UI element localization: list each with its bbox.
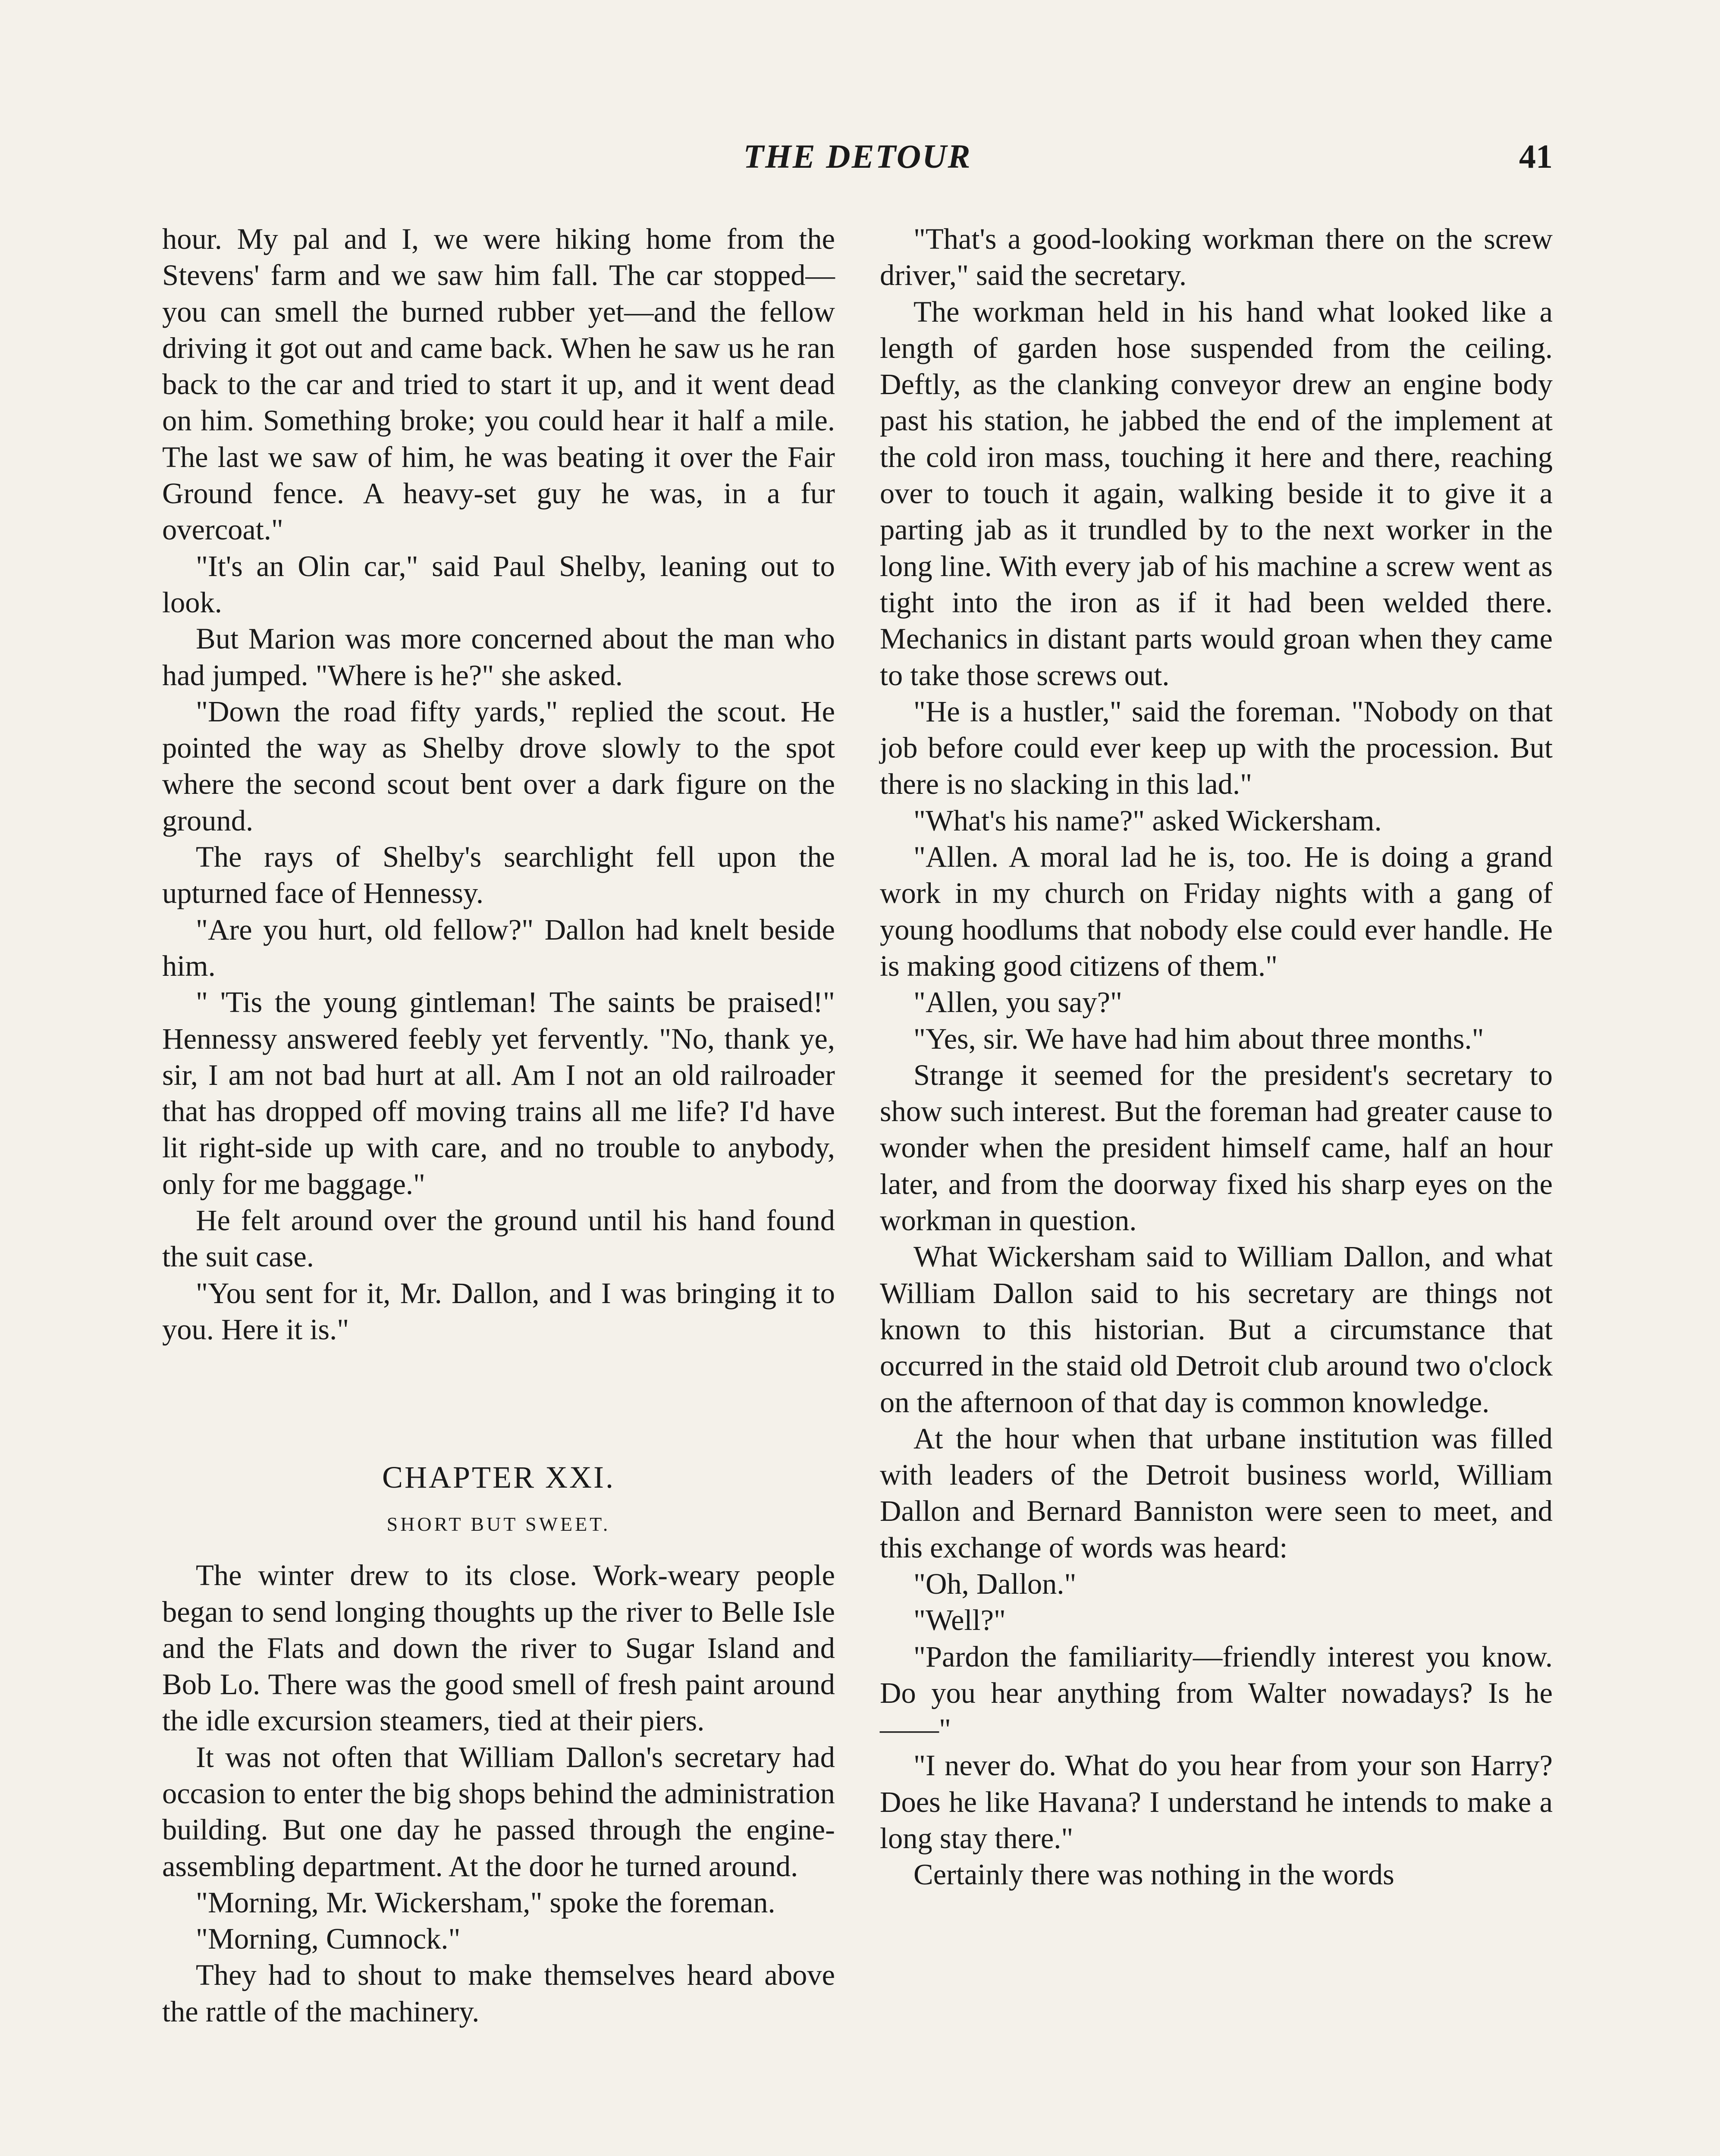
chapter-heading (162, 1458, 835, 1537)
paragraph: Strange it seemed for the president's secretary to show such interest. But the foreman had greater cause to wonder when the president himself came, half an hour later, and from the doorway fixed his sharp eyes on the workman in question. (880, 1058, 1553, 1237)
page-number: 41 (1519, 138, 1553, 175)
paragraph: "Morning, Cumnock." (196, 1922, 461, 1955)
paragraph: "That's a good-looking workman there on the screw driver," said the secretary. (880, 222, 1553, 292)
paragraph: "Down the road fifty yards," replied the scout. He pointed the way as Shelby drove slowly to the spot where the second scout bent over a dark figure on the ground. (162, 695, 835, 837)
paragraph: The workman held in his hand what looked like a length of garden hose suspended from the ceiling. Deftly, as the clanking conveyor drew an engine body past his station, he jabbed the end of the implement at the cold iron mass, touching it here and there, reaching over to touch it again, walking beside it to give it a parting jab as it trundled by to the next worker in the long line. With every jab of his machine a screw went as tight into the iron as if it had been welded there. Mechanics in distant parts would groan when they came to take those screws out. (880, 295, 1553, 692)
paragraph: hour. My pal and I, we were hiking home from the Stevens' farm and we saw him fall. The car stopped—you can smell the burned rubber yet—and the fellow driving it got out and came back. When he saw us he ran back to the car and tried to start it up, and it went dead on him. Something broke; you could hear it half a mile. The last we saw of him, he was beating it over the Fair Ground fence. A heavy-set guy he was, in a fur overcoat." (162, 222, 835, 546)
paragraph: "Pardon the familiarity—friendly interest you know. Do you hear anything from Walter nowadays? Is he——" (880, 1640, 1553, 1746)
right-column (880, 221, 1553, 1893)
chapter-title: CHAPTER XXI. (382, 1460, 615, 1495)
chapter-subtitle: SHORT BUT SWEET. (386, 1513, 611, 1536)
paragraph: "I never do. What do you hear from your son Harry? Does he like Havana? I understand he intends to make a long stay there." (880, 1749, 1553, 1855)
paragraph: Certainly there was nothing in the words (913, 1858, 1394, 1891)
paragraph: The winter drew to its close. Work-weary people began to send longing thoughts up the river to Belle Isle and the Flats and down the river to Sugar Island and Bob Lo. There was the good smell of fresh paint around the idle excursion steamers, tied at their piers. (162, 1559, 835, 1737)
paragraph: " 'Tis the young gintleman! The saints be praised!" Hennessy answered feebly yet fervently. "No, thank ye, sir, I am not bad hurt at all. Am I not an old railroader that has dropped off moving trains all me life? I'd have lit right-side up with care, and no trouble to anybody, only for me baggage." (162, 986, 835, 1200)
paragraph: But Marion was more concerned about the man who had jumped. "Where is he?" she asked. (162, 622, 835, 692)
paragraph: He felt around over the ground until his hand found the suit case. (162, 1204, 835, 1273)
left-column (162, 221, 835, 2030)
paragraph: What Wickersham said to William Dallon, and what William Dallon said to his secretary are things not known to this historian. But a circumstance that occurred in the staid old Detroit club around two o'clock on the afternoon of that day is common knowledge. (880, 1240, 1553, 1419)
paragraph: "Morning, Mr. Wickersham," spoke the foreman. (196, 1886, 775, 1919)
paragraph: "What's his name?" asked Wickersham. (913, 804, 1382, 837)
paragraph: "Well?" (913, 1604, 1006, 1637)
paragraph: They had to shout to make themselves heard above the rattle of the machinery. (162, 1959, 835, 2028)
paragraph: "It's an Olin car," said Paul Shelby, leaning out to look. (162, 549, 835, 619)
paragraph: "Are you hurt, old fellow?" Dallon had knelt beside him. (162, 913, 835, 982)
paragraph: "You sent for it, Mr. Dallon, and I was bringing it to you. Here it is." (162, 1276, 835, 1346)
paragraph: It was not often that William Dallon's secretary had occasion to enter the big shops behind the administration building. But one day he passed through the engine-assembling department. At the door he turned around. (162, 1740, 835, 1883)
paragraph: At the hour when that urbane institution was filled with leaders of the Detroit business world, William Dallon and Bernard Banniston were seen to meet, and this exchange of words was heard: (880, 1422, 1553, 1564)
page-header (162, 137, 1553, 189)
paragraph: "He is a hustler," said the foreman. "Nobody on that job before could ever keep up with the procession. But there is no slacking in this lad." (880, 695, 1553, 801)
paragraph: "Allen, you say?" (913, 986, 1122, 1019)
paragraph: "Yes, sir. We have had him about three months." (913, 1022, 1484, 1055)
paragraph: "Allen. A moral lad he is, too. He is doing a grand work in my church on Friday nights with a gang of young hoodlums that nobody else could ever handle. He is making good citizens of them." (880, 840, 1553, 982)
running-title: THE DETOUR (743, 138, 972, 175)
paragraph: "Oh, Dallon." (913, 1567, 1077, 1600)
paragraph: The rays of Shelby's searchlight fell upon the upturned face of Hennessy. (162, 840, 835, 910)
